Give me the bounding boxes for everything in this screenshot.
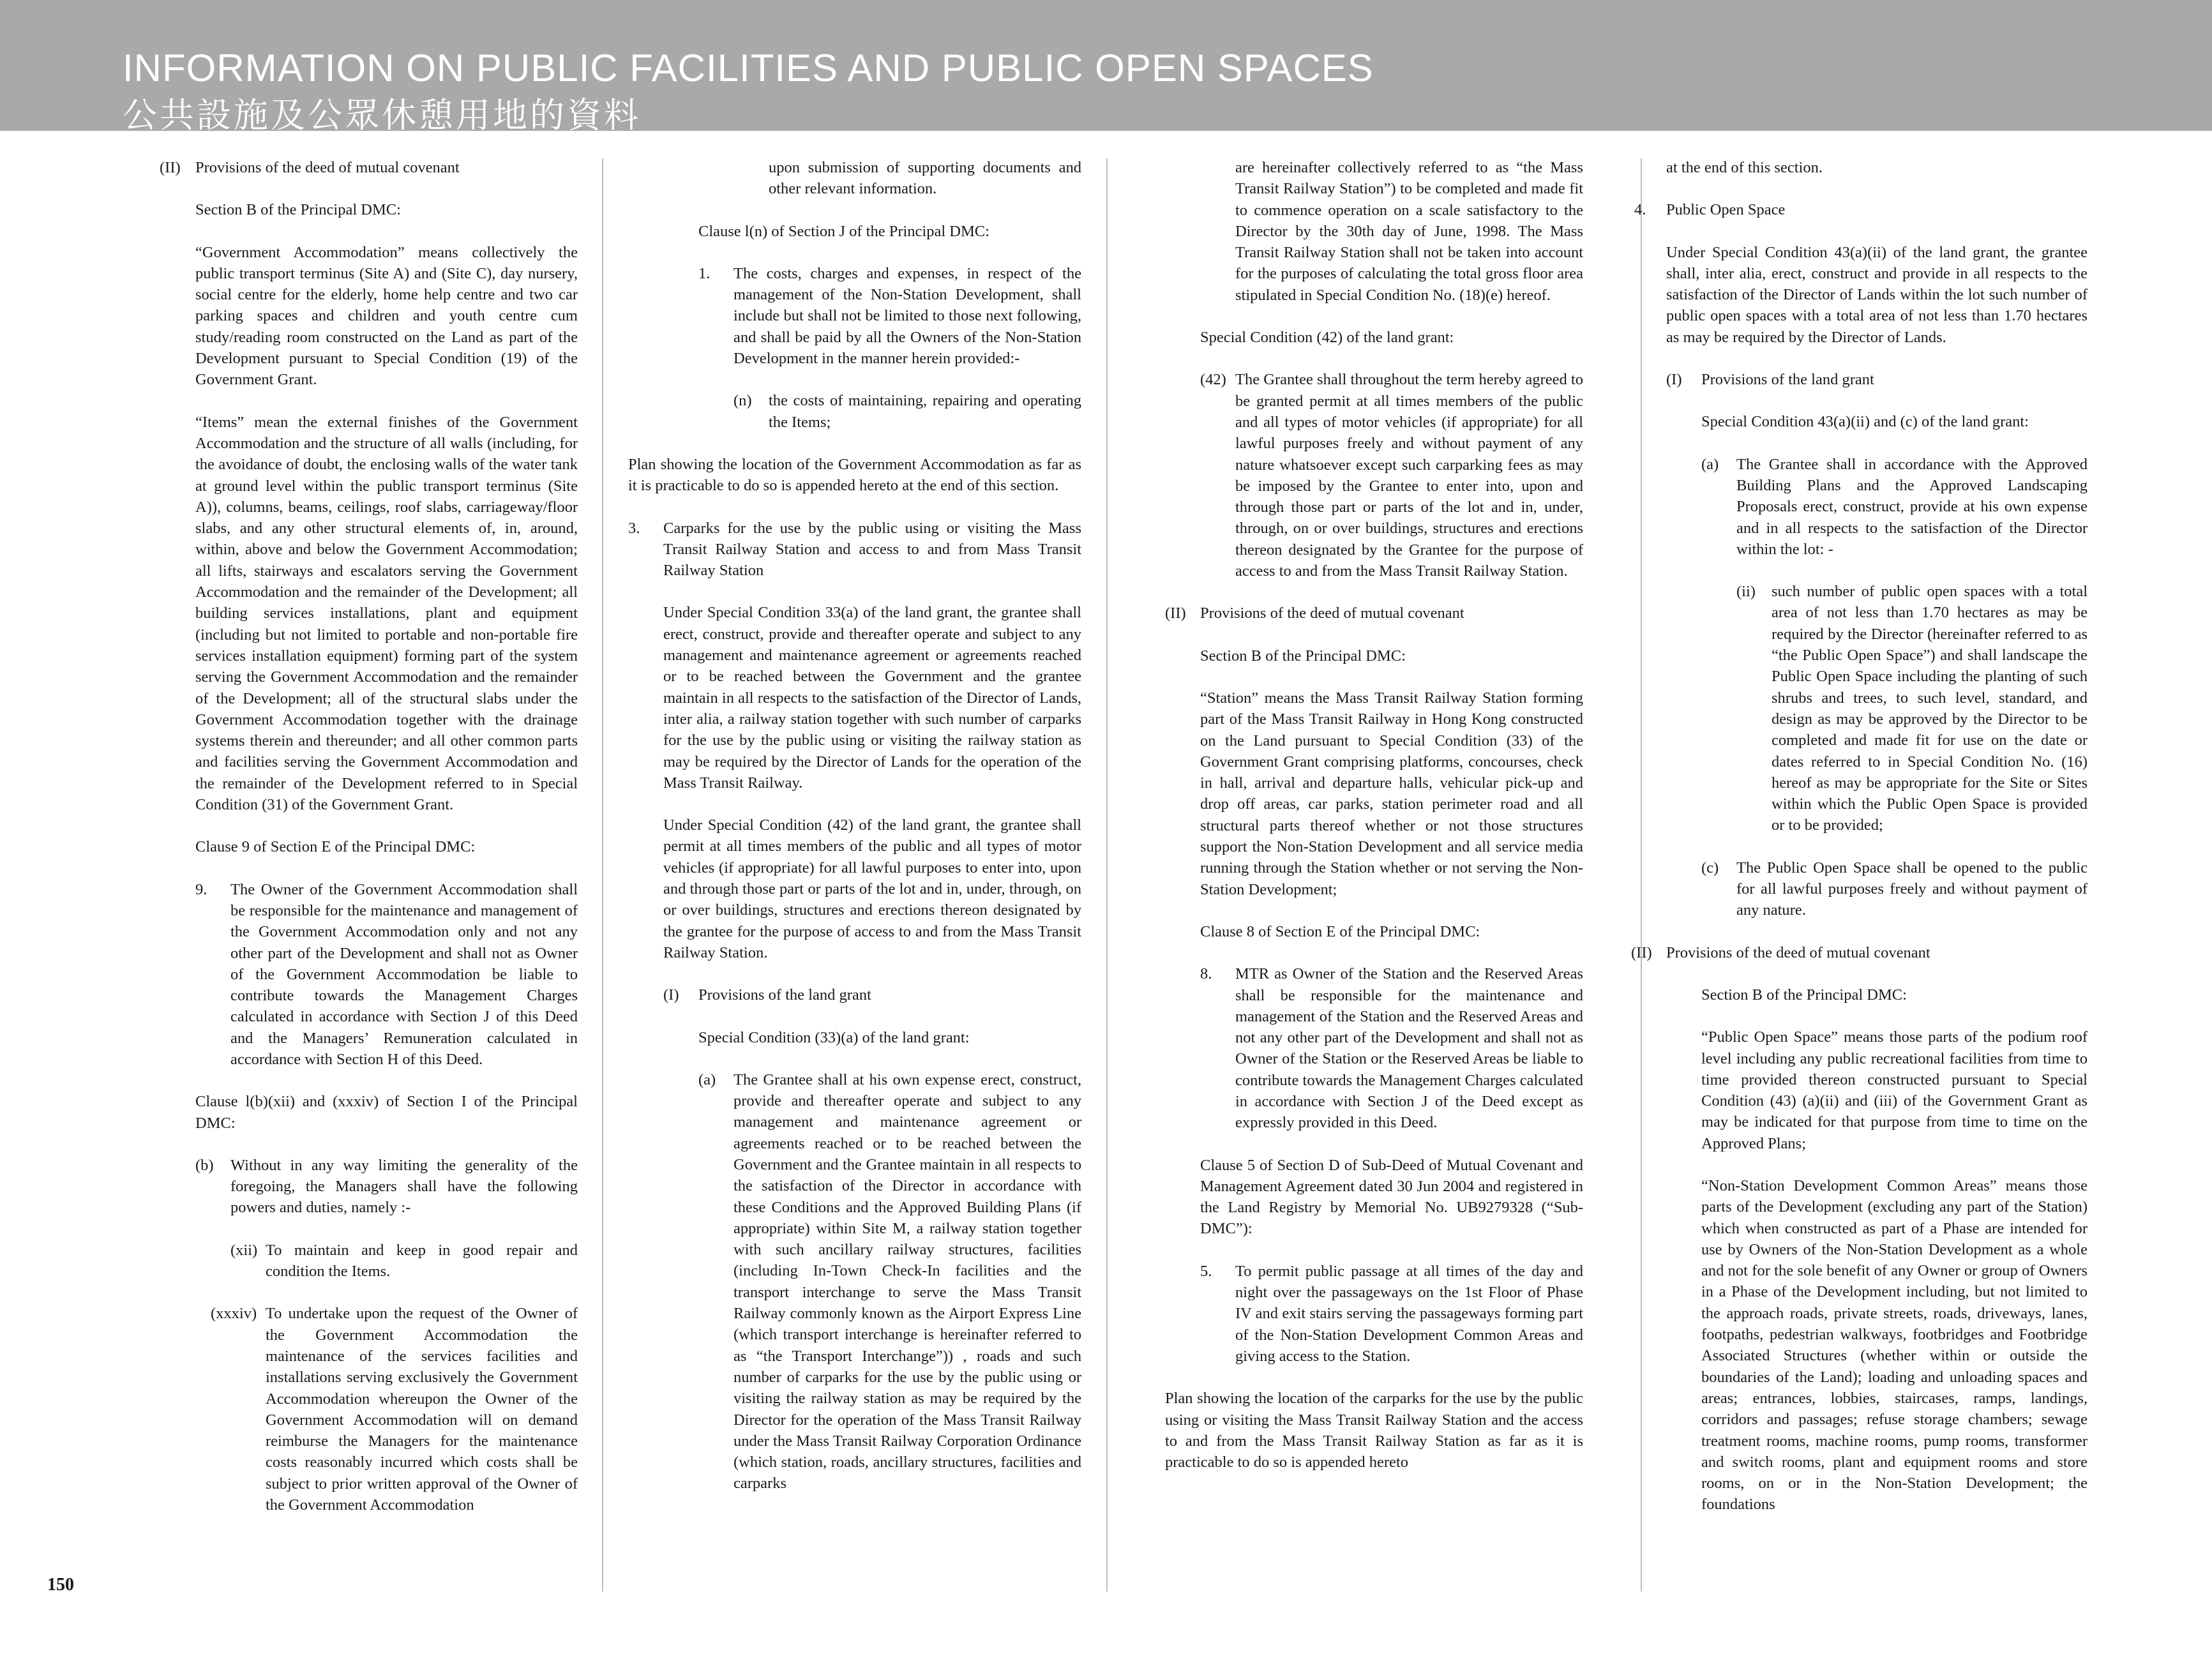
body-paragraph: Under Special Condition 43(a)(ii) of the land grant, the grantee shall, inter alia, erect, construct and provide in all respects to the satisfaction of the Director of Lands within the lot such number of public open spaces with a total area of not less than 1.70 hectares as may be required by the Director of Lands. bbox=[1666, 243, 2088, 346]
column-divider bbox=[602, 158, 603, 1591]
item-letter: (b) bbox=[195, 1156, 214, 1174]
clause-heading: Section B of the Principal DMC: bbox=[195, 201, 401, 219]
sub-heading bbox=[663, 984, 1081, 1005]
section-heading bbox=[160, 157, 578, 178]
item-letter: (a) bbox=[698, 1071, 716, 1088]
item-number: 5. bbox=[1200, 1262, 1212, 1280]
item-text: The Public Open Space shall be opened to the public for all lawful purposes freely and without payment of any nature. bbox=[1736, 859, 2088, 919]
page-number: 150 bbox=[47, 1575, 74, 1595]
roman-item bbox=[195, 1303, 578, 1515]
item-roman: (I) bbox=[663, 986, 679, 1004]
clause-heading: Clause 8 of Section E of the Principal DMC: bbox=[1200, 922, 1480, 940]
item-number: 4. bbox=[1634, 201, 1646, 219]
item-text: The Owner of the Government Accommodation shall be responsible for the maintenance and management of the Government Accommodation only and not any other part of the Development and shall not as Owner of the Government Accommodation be liable to contribute towards the Management Charges calculated in accordance with Section J of this Deed and the Managers’ Remuneration calculated in accordance with Section H of this Deed. bbox=[230, 880, 578, 1068]
section-heading bbox=[1165, 603, 1583, 624]
header-title-chinese: 公共設施及公眾休憩用地的資料 bbox=[123, 95, 641, 135]
section-heading bbox=[1631, 942, 2088, 963]
definition-paragraph: “Non-Station Development Common Areas” means those parts of the Development (excluding any part of the Station) which when constructed as part of a Phase are intended for use by Owners of the Non-Station Development as a whole and not for the sole benefit of any Owner or group of Owners in a Phase of the Development including, but not limited to the approach roads, private streets, roads, driveways, lanes, footpaths, pedestrian walkways, footbridges and Footbridge Associated Structures (whether within or outside the boundaries of the Land); loading and unloading spaces and areas; entrances, lobbies, staircases, ramps, landings, corridors and passages; refuse storage chambers; sewage treatment rooms, machine rooms, pump rooms, transformer and switch rooms, plant and equipment rooms and store rooms, on or in the Non-Station Development; the foundations bbox=[1701, 1177, 2088, 1514]
clause-heading: Clause 5 of Section D of Sub-Deed of Mutual Covenant and Management Agreement dated 30 Jun 2004 and registered in the Land Registry by Memorial No. UB9279328 (“Sub-DMC”): bbox=[1200, 1156, 1583, 1238]
numbered-item bbox=[628, 518, 1081, 582]
item-text: To undertake upon the request of the Owner of the Government Accommodation the maintenance of the services facilities and installations serving exclusively the Government Accommodation whereupon the Owner of the Government Accommodation will on demand reimburse the Managers for the maintenance costs reasonably incurred which costs shall be subject to prior written approval of the Owner of the Government Accommodation bbox=[266, 1305, 578, 1514]
column-divider bbox=[1106, 158, 1108, 1591]
lettered-item bbox=[698, 1069, 1081, 1494]
item-roman: (ii) bbox=[1736, 583, 1756, 601]
numbered-item bbox=[628, 263, 1081, 369]
item-text: To permit public passage at all times of the day and night over the passageways on the 1st Floor of Phase IV and exit stairs serving the passageways forming part of the Non-Station Development Common Areas and giving access to the Station. bbox=[1235, 1262, 1583, 1365]
clause-heading: Special Condition (42) of the land grant: bbox=[1200, 329, 1454, 347]
clause-heading: Special Condition (33)(a) of the land grant: bbox=[698, 1028, 970, 1046]
section-title: Provisions of the deed of mutual covenant bbox=[195, 159, 460, 176]
clause-heading: Clause l(n) of Section J of the Principal DMC: bbox=[698, 222, 989, 240]
section-marker: (II) bbox=[1165, 605, 1186, 622]
section-marker: (II) bbox=[160, 159, 181, 176]
item-text: Provisions of the land grant bbox=[1701, 371, 1874, 389]
item-text: Without in any way limiting the generality of the foregoing, the Managers shall have the following powers and duties, namely :- bbox=[230, 1156, 578, 1217]
item-text: Provisions of the land grant bbox=[698, 986, 871, 1004]
roman-item bbox=[1701, 581, 2088, 836]
numbered-item bbox=[1200, 1261, 1583, 1367]
item-number: (42) bbox=[1200, 371, 1226, 389]
continued-text: upon submission of supporting documents and other relevant information. bbox=[769, 159, 1081, 198]
item-roman: (xxxiv) bbox=[211, 1305, 257, 1323]
item-number: 3. bbox=[628, 519, 640, 537]
body-paragraph: Under Special Condition (42) of the land grant, the grantee shall permit at all times members of the public and all types of motor vehicles (if appropriate) for all lawful purposes to enter into, upon and through those part or parts of the lot and in, under, through, on or over buildings, structures and erections thereon designated by the grantee for the purpose of access to and from the Mass Transit Railway Station. bbox=[663, 816, 1081, 961]
item-text: The Grantee shall at his own expense erect, construct, provide and thereafter operate and subject to any management and maintenance agreement or agreements reached or to be reached between the Government and the Grantee maintain in all respects to the satisfaction of the Director in accordance with these Conditions and the Approved Building Plans (if appropriate) within Site M, a railway station together with such ancillary railway structures, facilities (including In-Town Check-In facilities and the transport interchange to serve the Mass Transit Railway commonly known as the Airport Express Line (which transport interchange is hereinafter referred to as “the Transport Interchange”)) , roads and such number of carparks for the use by the public using or visiting the railway station as may be required by the Director for the operation of the Mass Transit Railway under the Mass Transit Railway Corporation Ordinance (which station, roads, ancillary structures, facilities and carparks bbox=[734, 1071, 1081, 1492]
numbered-item bbox=[1200, 963, 1583, 1133]
definition-paragraph: “Station” means the Mass Transit Railway Station forming part of the Mass Transit Railway in Hong Kong constructed on the Land pursuant to Special Condition (33) of the Government Grant comprising platforms, concourses, check in hall, arrival and departure halls, vehicular pick-up and drop off areas, car parks, station perimeter road and all structural parts thereof whether or not those structures support the Non-Station Development and all service media running through the Station whether or not serving the Non-Station Development; bbox=[1200, 689, 1583, 898]
column-1 bbox=[160, 157, 578, 1537]
plan-note: Plan showing the location of the carparks for the use by the public using or visiting the Mass Transit Railway Station and the access to and from the Mass Transit Railway Station as far as it is practicable to do so is appended hereto bbox=[1165, 1390, 1583, 1471]
clause-heading: Section B of the Principal DMC: bbox=[1701, 986, 1907, 1004]
item-text: To maintain and keep in good repair and condition the Items. bbox=[266, 1241, 578, 1281]
lettered-item bbox=[628, 390, 1081, 433]
numbered-heading bbox=[1631, 199, 2088, 220]
definition-paragraph: “Government Accommodation” means collectively the public transport terminus (Site A) and (Site C), day nursery, social centre for the elderly, home help centre and two car parking spaces and children and youth centre cum study/reading room constructed on the Land as part of the Development pursuant to Special Condition (19) of the Government Grant. bbox=[195, 243, 578, 389]
lettered-item bbox=[1701, 857, 2088, 921]
item-text: The Grantee shall throughout the term hereby agreed to be granted permit at all times members of the public and all types of motor vehicles (if appropriate) for all lawful purposes freely and without payment of any nature whatsoever except such carparking fees as may be imposed by the Grantee to enter into, upon and through those part or parts of the lot and in, under, through, on or over buildings, structures and erections thereon designated by the Grantee for the purpose of access to and from the Mass Transit Railway Station. bbox=[1235, 371, 1583, 580]
column-3 bbox=[1165, 157, 1583, 1494]
lettered-item bbox=[195, 1155, 578, 1219]
definition-paragraph: “Public Open Space” means those parts of the podium roof level including any public recreational facilities from time to time provided thereon constructed pursuant to Special Condition (43) (a)(ii) and (iii) of the Government Grant as may be indicated for that purpose from time to time on the Approved Plans; bbox=[1701, 1028, 2088, 1152]
section-title: Provisions of the deed of mutual covenant bbox=[1200, 605, 1464, 622]
clause-heading: Clause 9 of Section E of the Principal DMC: bbox=[195, 838, 476, 856]
definition-paragraph: “Items” mean the external finishes of the Government Accommodation and the structure of all walls (including, for the avoidance of doubt, the enclosing walls of the water tank at ground level within the public transport terminus (Site A)), columns, beams, ceilings, roof slabs, carriageway/floor slabs, and any other structural elements of, in, around, within, above and below the Government Accommodation; all lifts, stairways and escalators serving the Government Accommodation and the remainder of the Development; all building services installations, plant and equipment (including but not limited to portable and non-portable fire services installation equipment) forming part of the system serving the Government Accommodation and the remainder of the Development; all of the structural slabs under the Government Accommodation together with the drainage systems therein and thereunder; and all other common parts and facilities serving the Government Accommodation and the remainder of the Development referred to in Special Condition (31) of the Government Grant. bbox=[195, 413, 578, 814]
item-letter: (n) bbox=[734, 392, 752, 410]
item-number: 1. bbox=[698, 264, 711, 282]
item-number: 8. bbox=[1200, 965, 1212, 983]
item-text: the costs of maintaining, repairing and operating the Items; bbox=[769, 392, 1081, 431]
numbered-item bbox=[195, 879, 578, 1071]
item-text: The costs, charges and expenses, in respect of the management of the Non-Station Development, shall include but shall not be limited to those next following, and shall be paid by all the Owners of the Non-Station Development in the manner herein provided:- bbox=[734, 264, 1081, 368]
body-paragraph: Under Special Condition 33(a) of the land grant, the grantee shall erect, construct, provide and thereafter operate and subject to any management and maintenance agreement or agreements reached or to be reached between the Government and the grantee maintain in all respects to the satisfaction of the Director of Lands, inter alia, a railway station together with such number of carparks for the use by the public using or visiting the railway station as may be required by the Director of Lands for the operation of the Mass Transit Railway. bbox=[663, 604, 1081, 792]
item-text: MTR as Owner of the Station and the Reserved Areas shall be responsible for the maintenance and management of the Station and the Reserved Areas and not any other part of the Development and shall not as Owner of the Station or the Reserved Areas be liable to contribute towards the Management Charges calculated in accordance with Section J of the Deed except as expressly provided in this Deed. bbox=[1235, 965, 1583, 1132]
column-2 bbox=[628, 157, 1081, 1515]
clause-heading: Special Condition 43(a)(ii) and (c) of the land grant: bbox=[1701, 413, 2029, 431]
numbered-item bbox=[1165, 369, 1583, 582]
sub-heading bbox=[1666, 369, 2088, 390]
lettered-item bbox=[1701, 454, 2088, 560]
item-roman: (I) bbox=[1666, 371, 1682, 389]
column-4 bbox=[1631, 157, 2088, 1537]
continued-text: at the end of this section. bbox=[1666, 159, 1823, 176]
item-text: Public Open Space bbox=[1666, 201, 1786, 219]
page-header bbox=[0, 0, 2212, 135]
continued-text: are hereinafter collectively referred to as “the Mass Transit Railway Station”) to be completed and made fit to commence operation on a scale satisfactory to the Director by the 30th day of June, 1998. The Mass Transit Railway Station shall not be taken into account for the purposes of calculating the total gross floor area stipulated in Special Condition No. (18)(e) hereof. bbox=[1235, 159, 1583, 304]
section-title: Provisions of the deed of mutual covenant bbox=[1666, 944, 1930, 961]
item-roman: (xii) bbox=[230, 1241, 258, 1259]
section-marker: (II) bbox=[1631, 944, 1652, 961]
item-letter: (c) bbox=[1701, 859, 1719, 876]
roman-item bbox=[195, 1240, 578, 1282]
item-text: such number of public open spaces with a total area of not less than 1.70 hectares as may be required by the Director (hereinafter referred to as “the Public Open Space”) and shall landscape the Public Open Space including the planting of such shrubs and trees, to such level, standard, and design as may be approved by the Director to be completed and made fit for use on the date or dates referred to in Special Condition No. (16) hereof as may be appropriate for the Site or Sites within which the Public Open Space is provided or to be provided; bbox=[1772, 583, 2088, 834]
item-text: The Grantee shall in accordance with the Approved Building Plans and the Approved Landscaping Proposals erect, construct, provide at his own expense and in all respects to the satisfaction of the Director within the lot: - bbox=[1736, 455, 2088, 558]
plan-note: Plan showing the location of the Government Accommodation as far as it is practicable to do so is appended hereto at the end of this section. bbox=[628, 455, 1081, 495]
item-text: Carparks for the use by the public using or visiting the Mass Transit Railway Station and access to and from Mass Transit Railway Station bbox=[663, 519, 1081, 580]
item-number: 9. bbox=[195, 880, 207, 898]
header-title-english: INFORMATION ON PUBLIC FACILITIES AND PUBLIC OPEN SPACES bbox=[123, 47, 1374, 89]
clause-heading: Clause l(b)(xii) and (xxxiv) of Section I of the Principal DMC: bbox=[195, 1093, 578, 1132]
item-letter: (a) bbox=[1701, 455, 1719, 473]
clause-heading: Section B of the Principal DMC: bbox=[1200, 647, 1406, 665]
